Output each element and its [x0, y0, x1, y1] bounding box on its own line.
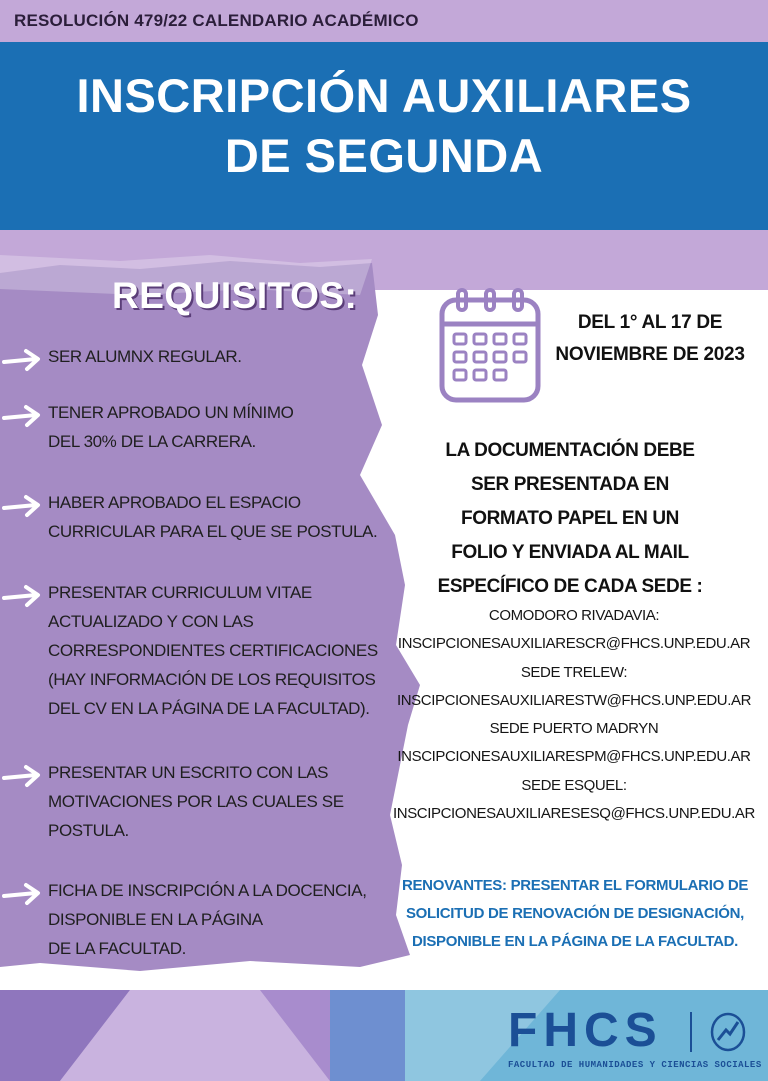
sede-name: SEDE PUERTO MADRYN: [489, 720, 659, 738]
arrow-icon: [2, 880, 42, 908]
title-line-1: INSCRIPCIÓN AUXILIARES: [76, 69, 692, 122]
documentation-instructions: LA DOCUMENTACIÓN DEBE SER PRESENTADA EN FORMATO PAPEL EN UN FOLIO Y ENVIADA AL MAIL ESPECÍFICO DE CADA SEDE :: [437, 440, 703, 597]
arrow-icon: [2, 402, 42, 430]
sede-name: SEDE TRELEW:: [520, 663, 628, 681]
arrow-icon: [2, 492, 42, 520]
requirement-text: SER ALUMNX REGULAR.: [48, 347, 242, 366]
faculty-full-name: FACULTAD DE HUMANIDADES Y CIENCIAS SOCIALES: [508, 1060, 762, 1070]
fhcs-logo-text: FHCS: [508, 1004, 663, 1057]
registration-dates: DEL 1° AL 17 DE NOVIEMBRE DE 2023: [555, 312, 745, 365]
logo-divider: [690, 1012, 692, 1052]
sede-email: INSCIPCIONESAUXILIARESCR@FHCS.UNP.EDU.AR: [397, 635, 751, 653]
sede-email: INSCIPCIONESAUXILIARESPM@FHCS.UNP.EDU.AR: [397, 748, 751, 766]
title-line-2: DE SEGUNDA: [224, 129, 544, 182]
page-title: [0, 66, 768, 186]
sede-email: INSCIPCIONESAUXILIARESTW@FHCS.UNP.EDU.AR: [396, 691, 751, 709]
requirement-text: FICHA DE INSCRIPCIÓN A LA DOCENCIA, DISPONIBLE EN LA PÁGINA DE LA FACULTAD.: [48, 881, 367, 958]
faculty-emblem-icon: [708, 1010, 748, 1054]
resolution-label: RESOLUCIÓN 479/22 CALENDARIO ACADÉMICO: [14, 11, 419, 30]
arrow-icon: [2, 346, 42, 374]
sede-email: INSCIPCIONESAUXILIARESESQ@FHCS.UNP.EDU.AR: [393, 805, 755, 823]
requirement-text: HABER APROBADO EL ESPACIO CURRICULAR PARA EL QUE SE POSTULA.: [48, 493, 378, 541]
requirement-text: TENER APROBADO UN MÍNIMO DEL 30% DE LA CARRERA.: [48, 403, 294, 451]
sede-name: COMODORO RIVADAVIA:: [488, 607, 660, 624]
sedes-email-list: [380, 602, 768, 828]
calendar-icon: [438, 286, 542, 404]
arrow-icon: [2, 762, 42, 790]
requirement-text: PRESENTAR CURRICULUM VITAE ACTUALIZADO Y CON LAS CORRESPONDIENTES CERTIFICACIONES (HAY INFORMACIÓN DE LOS REQUISITOS DEL CV EN LA PÁGINA DE LA FACULTAD).: [48, 583, 378, 718]
renovantes-note: RENOVANTES: PRESENTAR EL FORMULARIO DE SOLICITUD DE RENOVACIÓN DE DESIGNACIÓN, DISPONIBLE EN LA PÁGINA DE LA FACULTAD.: [401, 877, 749, 950]
sede-name: SEDE ESQUEL:: [521, 776, 627, 794]
requirements-title: REQUISITOS:: [112, 275, 358, 316]
arrow-icon: [2, 582, 42, 610]
requirement-text: PRESENTAR UN ESCRITO CON LAS MOTIVACIONES POR LAS CUALES SE POSTULA.: [48, 763, 344, 840]
